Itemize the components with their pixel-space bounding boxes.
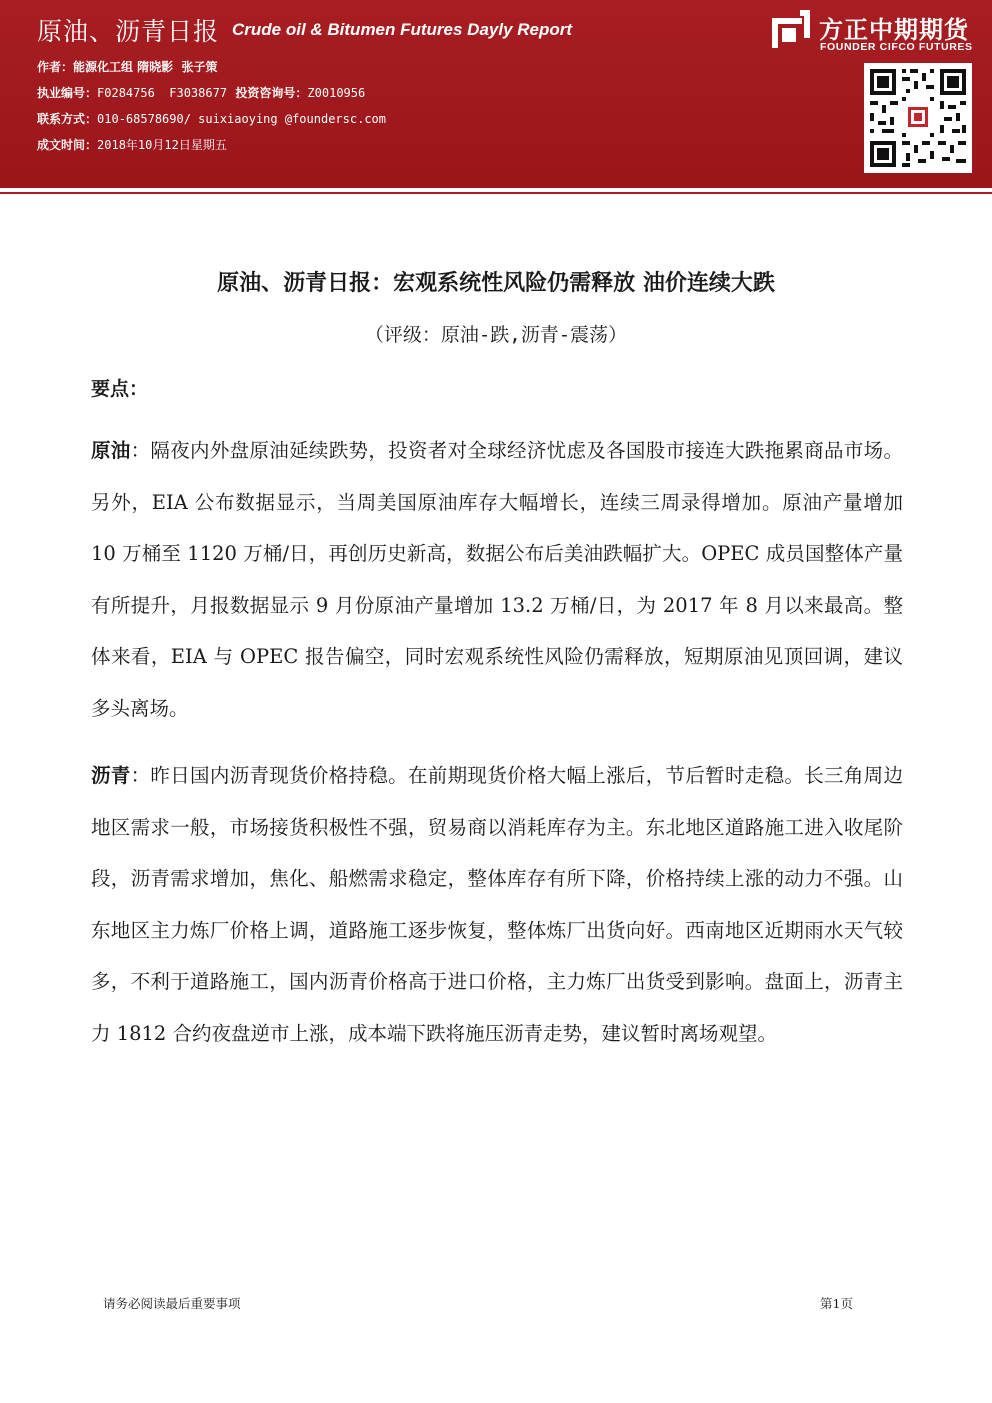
company-logo	[772, 10, 982, 55]
consult-value: Z0010956	[307, 86, 366, 100]
key-points-heading: 要点：	[91, 378, 149, 400]
license-label: 执业编号：	[37, 86, 98, 100]
date-line	[37, 136, 227, 153]
author-line: 作者：能源化工组 隋晓影 张子策	[37, 60, 218, 74]
report-rating: （评级：原油-跌,沥青-震荡）	[364, 324, 628, 346]
footer-disclaimer: 请务必阅读最后重要事项	[103, 1296, 241, 1311]
license-line	[37, 84, 365, 101]
crude-oil-paragraph	[91, 425, 903, 734]
license-value: F0284756 F3038677	[97, 86, 228, 100]
contact-label: 联系方式：	[37, 112, 98, 126]
report-header-subtitle: Crude oil & Bitumen Futures Dayly Report	[232, 20, 573, 39]
page-number: 第1页	[820, 1296, 853, 1311]
logo-name-cn: 方正中期期货	[819, 16, 969, 44]
consult-label: 投资咨询号：	[227, 86, 308, 100]
asphalt-lead: 沥青	[91, 764, 131, 787]
crude-oil-lead: 原油	[91, 439, 131, 462]
crude-oil-text: ：隔夜内外盘原油延续跌势，投资者对全球经济忧虑及各国股市接连大跌拖累商品市场。另外，EIA 公布数据显示，当周美国原油库存大幅增长，连续三周录得增加。原油产量增加 10 万桶至 1120 万桶/日，再创历史新高，数据公布后美油跌幅扩大。OPEC 成员国整体产量有所提升，月报数据显示 9 月份原油产量增加 13.2 万桶/日，为 2017 年 8 月以来最高。整体来看，EIA 与 OPEC 报告偏空，同时宏观系统性风险仍需释放，短期原油见顶回调，建议多头离场。	[91, 439, 903, 720]
report-header-title: 原油、沥青日报	[37, 17, 220, 46]
date-value: 2018年10月12日星期五	[97, 138, 227, 152]
header-divider	[0, 192, 992, 194]
asphalt-paragraph	[91, 750, 903, 1059]
report-header	[0, 0, 992, 188]
logo-name-en: FOUNDER CIFCO FUTURES	[820, 41, 973, 53]
qr-code	[864, 63, 972, 173]
report-title: 原油、沥青日报：宏观系统性风险仍需释放 油价连续大跌	[217, 271, 775, 296]
qr-code-icon	[864, 63, 972, 173]
asphalt-text: ：昨日国内沥青现货价格持稳。在前期现货价格大幅上涨后，节后暂时走稳。长三角周边地区需求一般，市场接货积极性不强，贸易商以消耗库存为主。东北地区道路施工进入收尾阶段，沥青需求增加，焦化、船燃需求稳定，整体库存有所下降，价格持续上涨的动力不强。山东地区主力炼厂价格上调，道路施工逐步恢复，整体炼厂出货向好。西南地区近期雨水天气较多，不利于道路施工，国内沥青价格高于进口价格，主力炼厂出货受到影响。盘面上，沥青主力 1812 合约夜盘逆市上涨，成本端下跌将施压沥青走势，建议暂时离场观望。	[91, 764, 903, 1045]
founder-logo-icon	[772, 10, 810, 48]
date-label: 成文时间：	[37, 138, 98, 152]
contact-value: 010-68578690/ suixiaoying @foundersc.com	[97, 112, 386, 126]
contact-line	[37, 110, 386, 127]
